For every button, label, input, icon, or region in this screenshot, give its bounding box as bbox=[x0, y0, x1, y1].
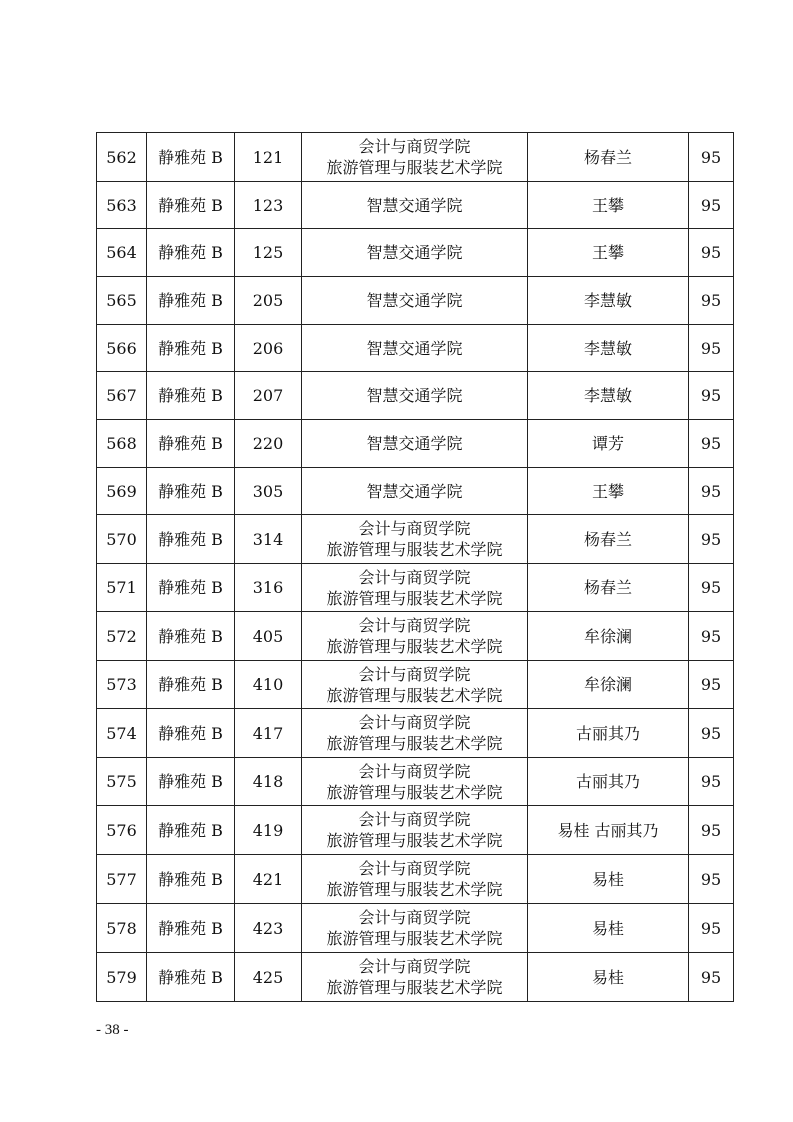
college-name: 智慧交通学院 bbox=[366, 243, 463, 262]
room-cell: 305 bbox=[235, 468, 302, 515]
college-cell bbox=[302, 953, 528, 1002]
teacher-cell: 李慧敏 bbox=[528, 325, 689, 372]
college-name: 智慧交通学院 bbox=[366, 386, 463, 405]
building-cell: 静雅苑 B bbox=[147, 515, 235, 564]
college-cell bbox=[302, 515, 528, 564]
college-name: 会计与商贸学院 bbox=[358, 664, 471, 684]
college-name: 会计与商贸学院 bbox=[358, 713, 471, 732]
score-cell: 95 bbox=[689, 806, 734, 855]
room-cell: 205 bbox=[235, 277, 302, 325]
college-name: 会计与商贸学院 bbox=[358, 567, 471, 587]
teacher-cell: 牟徐澜 bbox=[528, 612, 689, 661]
score-cell: 95 bbox=[689, 372, 734, 420]
building-cell: 静雅苑 B bbox=[147, 277, 235, 325]
row-number-cell: 578 bbox=[97, 904, 147, 953]
score-cell: 95 bbox=[689, 325, 734, 372]
college-name: 会计与商贸学院 bbox=[358, 957, 471, 976]
room-cell: 314 bbox=[235, 515, 302, 564]
room-cell: 220 bbox=[235, 420, 302, 468]
college-cell bbox=[302, 468, 528, 515]
teacher-cell: 易桂 bbox=[528, 855, 689, 904]
college-name: 智慧交通学院 bbox=[366, 338, 463, 358]
table-row bbox=[97, 325, 734, 372]
college-name: 智慧交通学院 bbox=[366, 291, 463, 310]
college-cell bbox=[302, 372, 528, 420]
table-row bbox=[97, 855, 734, 904]
college-cell bbox=[302, 806, 528, 855]
teacher-cell: 杨春兰 bbox=[528, 564, 689, 612]
score-cell: 95 bbox=[689, 953, 734, 1002]
score-cell: 95 bbox=[689, 133, 734, 182]
room-cell: 419 bbox=[235, 806, 302, 855]
college-name: 智慧交通学院 bbox=[366, 481, 463, 501]
college-name: 旅游管理与服装艺术学院 bbox=[326, 158, 503, 177]
college-cell bbox=[302, 564, 528, 612]
score-cell: 95 bbox=[689, 229, 734, 277]
table-row bbox=[97, 277, 734, 325]
table-row bbox=[97, 904, 734, 953]
college-cell bbox=[302, 133, 528, 182]
teacher-cell: 李慧敏 bbox=[528, 372, 689, 420]
room-cell: 418 bbox=[235, 758, 302, 806]
building-cell: 静雅苑 B bbox=[147, 855, 235, 904]
room-cell: 206 bbox=[235, 325, 302, 372]
college-cell bbox=[302, 420, 528, 468]
row-number-cell: 575 bbox=[97, 758, 147, 806]
room-cell: 410 bbox=[235, 661, 302, 709]
teacher-cell: 易桂 bbox=[528, 953, 689, 1002]
table-row bbox=[97, 709, 734, 758]
table-row bbox=[97, 612, 734, 661]
college-name: 会计与商贸学院 bbox=[358, 859, 471, 878]
score-cell: 95 bbox=[689, 564, 734, 612]
room-cell: 405 bbox=[235, 612, 302, 661]
room-cell: 125 bbox=[235, 229, 302, 277]
teacher-cell: 古丽其乃 bbox=[528, 758, 689, 806]
table-row bbox=[97, 953, 734, 1002]
score-cell: 95 bbox=[689, 515, 734, 564]
row-number-cell: 579 bbox=[97, 953, 147, 1002]
row-number-cell: 562 bbox=[97, 133, 147, 182]
inspection-score-table bbox=[96, 132, 734, 1002]
row-number-cell: 568 bbox=[97, 420, 147, 468]
row-number-cell: 577 bbox=[97, 855, 147, 904]
teacher-cell: 杨春兰 bbox=[528, 133, 689, 182]
row-number-cell: 573 bbox=[97, 661, 147, 709]
college-cell bbox=[302, 325, 528, 372]
table-row bbox=[97, 806, 734, 855]
row-number-cell: 571 bbox=[97, 564, 147, 612]
college-name: 旅游管理与服装艺术学院 bbox=[326, 880, 503, 899]
college-cell bbox=[302, 904, 528, 953]
table-body bbox=[97, 133, 734, 1002]
teacher-cell: 杨春兰 bbox=[528, 515, 689, 564]
room-cell: 207 bbox=[235, 372, 302, 420]
building-cell: 静雅苑 B bbox=[147, 612, 235, 661]
college-cell bbox=[302, 758, 528, 806]
score-cell: 95 bbox=[689, 855, 734, 904]
college-name: 旅游管理与服装艺术学院 bbox=[326, 831, 503, 850]
room-cell: 421 bbox=[235, 855, 302, 904]
room-cell: 121 bbox=[235, 133, 302, 182]
teacher-cell: 牟徐澜 bbox=[528, 661, 689, 709]
teacher-cell: 古丽其乃 bbox=[528, 709, 689, 758]
college-name: 旅游管理与服装艺术学院 bbox=[326, 588, 503, 608]
college-cell bbox=[302, 855, 528, 904]
row-number-cell: 566 bbox=[97, 325, 147, 372]
table-row bbox=[97, 420, 734, 468]
table-row bbox=[97, 758, 734, 806]
score-cell: 95 bbox=[689, 420, 734, 468]
row-number-cell: 563 bbox=[97, 182, 147, 229]
building-cell: 静雅苑 B bbox=[147, 661, 235, 709]
table-row bbox=[97, 515, 734, 564]
college-name: 会计与商贸学院 bbox=[358, 810, 471, 829]
building-cell: 静雅苑 B bbox=[147, 372, 235, 420]
college-name: 旅游管理与服装艺术学院 bbox=[326, 782, 503, 802]
score-cell: 95 bbox=[689, 182, 734, 229]
room-cell: 316 bbox=[235, 564, 302, 612]
table-row bbox=[97, 133, 734, 182]
building-cell: 静雅苑 B bbox=[147, 229, 235, 277]
college-cell bbox=[302, 709, 528, 758]
college-name: 会计与商贸学院 bbox=[358, 908, 471, 927]
college-name: 智慧交通学院 bbox=[366, 195, 463, 215]
row-number-cell: 565 bbox=[97, 277, 147, 325]
page-number: - 38 - bbox=[96, 1022, 129, 1038]
score-cell: 95 bbox=[689, 612, 734, 661]
teacher-cell: 易桂 古丽其乃 bbox=[528, 806, 689, 855]
room-cell: 123 bbox=[235, 182, 302, 229]
teacher-cell: 李慧敏 bbox=[528, 277, 689, 325]
score-cell: 95 bbox=[689, 904, 734, 953]
college-name: 智慧交通学院 bbox=[366, 434, 463, 453]
row-number-cell: 567 bbox=[97, 372, 147, 420]
row-number-cell: 564 bbox=[97, 229, 147, 277]
row-number-cell: 569 bbox=[97, 468, 147, 515]
teacher-cell: 王攀 bbox=[528, 229, 689, 277]
college-name: 旅游管理与服装艺术学院 bbox=[326, 685, 503, 705]
score-cell: 95 bbox=[689, 709, 734, 758]
college-cell bbox=[302, 661, 528, 709]
college-name: 会计与商贸学院 bbox=[358, 137, 471, 156]
college-cell bbox=[302, 612, 528, 661]
score-cell: 95 bbox=[689, 661, 734, 709]
table-row bbox=[97, 661, 734, 709]
college-name: 旅游管理与服装艺术学院 bbox=[326, 978, 503, 997]
building-cell: 静雅苑 B bbox=[147, 758, 235, 806]
room-cell: 417 bbox=[235, 709, 302, 758]
building-cell: 静雅苑 B bbox=[147, 468, 235, 515]
table-row bbox=[97, 182, 734, 229]
college-name: 旅游管理与服装艺术学院 bbox=[326, 734, 503, 753]
college-cell bbox=[302, 229, 528, 277]
table-row bbox=[97, 564, 734, 612]
table-row bbox=[97, 468, 734, 515]
building-cell: 静雅苑 B bbox=[147, 182, 235, 229]
college-name: 会计与商贸学院 bbox=[358, 761, 471, 781]
teacher-cell: 易桂 bbox=[528, 904, 689, 953]
score-cell: 95 bbox=[689, 277, 734, 325]
room-cell: 425 bbox=[235, 953, 302, 1002]
college-name: 会计与商贸学院 bbox=[358, 616, 471, 635]
college-name: 旅游管理与服装艺术学院 bbox=[326, 540, 503, 559]
building-cell: 静雅苑 B bbox=[147, 806, 235, 855]
row-number-cell: 572 bbox=[97, 612, 147, 661]
row-number-cell: 574 bbox=[97, 709, 147, 758]
college-cell bbox=[302, 182, 528, 229]
college-name: 旅游管理与服装艺术学院 bbox=[326, 929, 503, 948]
score-cell: 95 bbox=[689, 468, 734, 515]
row-number-cell: 576 bbox=[97, 806, 147, 855]
teacher-cell: 王攀 bbox=[528, 468, 689, 515]
score-cell: 95 bbox=[689, 758, 734, 806]
building-cell: 静雅苑 B bbox=[147, 709, 235, 758]
building-cell: 静雅苑 B bbox=[147, 953, 235, 1002]
building-cell: 静雅苑 B bbox=[147, 420, 235, 468]
room-cell: 423 bbox=[235, 904, 302, 953]
teacher-cell: 王攀 bbox=[528, 182, 689, 229]
college-cell bbox=[302, 277, 528, 325]
building-cell: 静雅苑 B bbox=[147, 904, 235, 953]
teacher-cell: 谭芳 bbox=[528, 420, 689, 468]
college-name: 旅游管理与服装艺术学院 bbox=[326, 637, 503, 656]
row-number-cell: 570 bbox=[97, 515, 147, 564]
table-row bbox=[97, 229, 734, 277]
college-name: 会计与商贸学院 bbox=[358, 519, 471, 538]
table-row bbox=[97, 372, 734, 420]
building-cell: 静雅苑 B bbox=[147, 325, 235, 372]
building-cell: 静雅苑 B bbox=[147, 133, 235, 182]
building-cell: 静雅苑 B bbox=[147, 564, 235, 612]
